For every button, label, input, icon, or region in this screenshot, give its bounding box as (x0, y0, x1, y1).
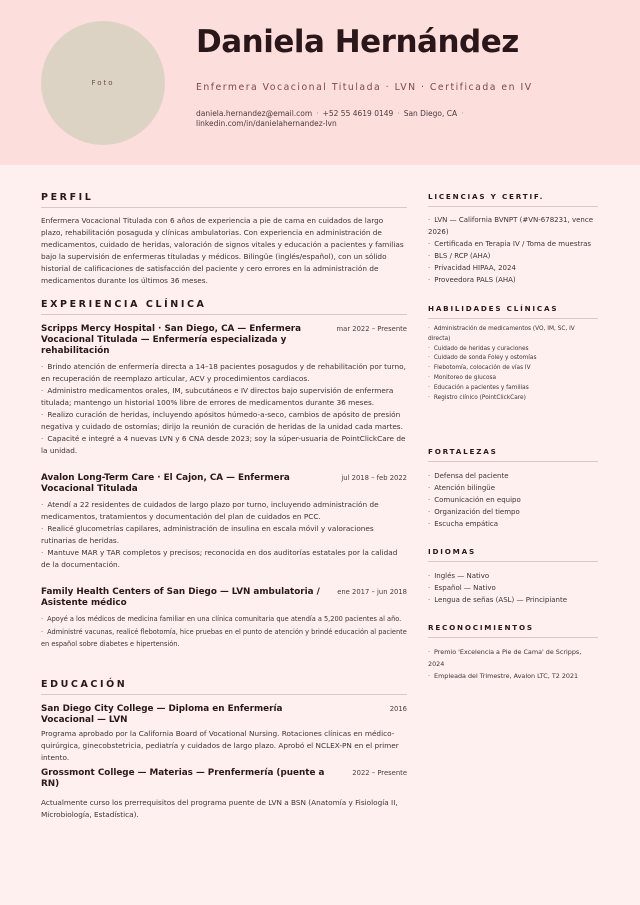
education-dates: 2022 – Presente (352, 768, 407, 777)
skill-item: · Flebotomía, colocación de vías IV (428, 364, 598, 374)
skills-section (428, 304, 598, 403)
education-section (41, 679, 407, 821)
contact-line (196, 109, 516, 129)
profile-section (41, 192, 407, 287)
profile-text: Enfermera Vocacional Titulada con 6 años de experiencia a pie de cama en cuidados de largo plazo, rehabilitación posaguda y clínicas ambulatorias. Con experiencia en administración de medicamentos, cuidado de heridas, valoración de signos vitales y educación a pacientes y familias bajo la supervisión de enfermeras tituladas y médicos. Bilingüe (inglés/español), con un sólido historial de calificaciones de satisfacción del paciente y cero errores en la administración de medicamentos durante los últimos 36 meses. (41, 216, 404, 285)
education-title: San Diego City College — Diploma en Enfermería Vocacional — LVN (41, 703, 283, 725)
licenses-section (428, 192, 598, 286)
job-bullet: · Apoyé a los médicos de medicina familiar en una clínica comunitaria que atendía a 5,200 pacientes al año. (41, 613, 407, 626)
header-band (0, 0, 640, 165)
job-bullet: · Mantuve MAR y TAR completos y precisos; reconocida en dos auditorías estatales por la calidad de la documentación. (41, 547, 407, 571)
skill-item: · Educación a pacientes y familias (428, 384, 598, 394)
license-item: · Certificada en Terapia IV / Toma de muestras (428, 238, 598, 250)
section-title-education: EDUCACIÓN (41, 679, 407, 695)
skill-item: · Registro clínico (PointClickCare) (428, 394, 598, 404)
job-entry (41, 473, 407, 571)
contact-email[interactable]: daniela.hernandez@email.com (196, 109, 313, 118)
languages-section (428, 547, 598, 606)
contact-separator: · (397, 109, 400, 118)
skill-item: · Cuidado de sonda Foley y ostomías (428, 354, 598, 364)
job-title: Family Health Centers of San Diego — LVN ambulatoria / Asistente médico (41, 587, 320, 608)
language-item: · Español — Nativo (428, 582, 598, 594)
education-dates: 2016 (389, 704, 407, 713)
candidate-subtitle: Enfermera Vocacional Titulada · LVN · Certificada en IV (196, 82, 533, 93)
language-item: · Lengua de señas (ASL) — Principiante (428, 594, 598, 606)
profile-photo-placeholder (41, 21, 165, 145)
award-item: · Empleada del Trimestre, Avalon LTC, T2 2021 (428, 670, 598, 682)
section-title-skills: HABILIDADES CLÍNICAS (428, 304, 598, 319)
section-title-awards: RECONOCIMIENTOS (428, 623, 598, 638)
strength-item: · Organización del tiempo (428, 506, 598, 518)
sidebar-column (428, 192, 598, 682)
section-title-licenses: LICENCIAS Y CERTIF. (428, 192, 598, 207)
section-title-profile: PERFIL (41, 192, 407, 208)
education-entry (41, 704, 407, 764)
job-title: Avalon Long-Term Care · El Cajon, CA — Enfermera Vocacional Titulada (41, 473, 290, 494)
job-bullet: · Atendí a 22 residentes de cuidados de largo plazo por turno, incluyendo administración de medicamentos, tratamientos y documentación del plan de cuidados en PCC. (41, 499, 407, 523)
contact-linkedin[interactable]: linkedin.com/in/danielahernandez-lvn (196, 119, 337, 128)
job-entry (41, 587, 407, 651)
job-dates: ene 2017 – jun 2018 (337, 588, 407, 596)
contact-separator: · (316, 109, 319, 118)
license-item: · Privacidad HIPAA, 2024 (428, 262, 598, 274)
experience-section (41, 299, 407, 651)
education-title: Grossmont College — Materias — Prenfermería (puente a RN) (41, 767, 325, 789)
contact-separator: · (461, 109, 464, 118)
photo-label: Foto (91, 79, 115, 87)
license-item: · LVN — California BVNPT (#VN-678231, vence 2026) (428, 214, 598, 238)
job-bullet: · Administré vacunas, realicé flebotomía, hice pruebas en el punto de atención y brindé educación al paciente en español sobre diabetes e hipertensión. (41, 626, 407, 651)
contact-phone[interactable]: +52 55 4619 0149 (322, 109, 394, 118)
job-bullet: · Capacité e integré a 4 nuevas LVN y 6 CNA desde 2023; soy la súper-usuaria de PointClickCare de la unidad. (41, 433, 407, 457)
job-bullet: · Realicé glucometrías capilares, administración de insulina en escala móvil y valoraciones rutinarias de heridas. (41, 523, 407, 547)
award-item: · Premio 'Excelencia a Pie de Cama' de Scripps, 2024 (428, 646, 598, 670)
skill-item: · Monitoreo de glucosa (428, 374, 598, 384)
job-dates: mar 2022 – Presente (336, 325, 407, 333)
education-text: Actualmente curso los prerrequisitos del programa puente de LVN a BSN (Anatomía y Fisiología II, Microbiología, Estadística). (41, 797, 398, 819)
skill-item: · Cuidado de heridas y curaciones (428, 345, 598, 355)
job-bullet: · Brindo atención de enfermería directa a 14–18 pacientes posagudos y de rehabilitación por turno, en recuperación de reemplazo articular, ACV y procedimientos cardiacos. (41, 361, 407, 385)
strengths-section (428, 447, 598, 530)
skill-item: · Administración de medicamentos (VO, IM, SC, IV directa) (428, 325, 598, 345)
education-text: Programa aprobado por la California Board of Vocational Nursing. Rotaciones clínicas en médico-quirúrgica, ginecobstetricia, pediatría y cuidados de largo plazo. Aprobó el NCLEX-PN en el primer intento. (41, 728, 399, 762)
license-item: · Proveedora PALS (AHA) (428, 274, 598, 286)
section-title-strengths: FORTALEZAS (428, 447, 598, 462)
strength-item: · Escucha empática (428, 518, 598, 530)
job-dates: jul 2018 – feb 2022 (341, 474, 407, 482)
job-title: Scripps Mercy Hospital · San Diego, CA — Enfermera Vocacional Titulada — Enfermería especializada y rehabilitación (41, 324, 302, 356)
language-item: · Inglés — Nativo (428, 570, 598, 582)
candidate-name: Daniela Hernández (196, 24, 519, 60)
education-entry (41, 768, 407, 821)
strength-item: · Atención bilingüe (428, 482, 598, 494)
job-bullet: · Administro medicamentos orales, IM, subcutáneos e IV directos bajo supervisión de enfermera titulada; mantengo un historial 100% libre de errores de medicamentos durante 36 meses. (41, 385, 407, 409)
strength-item: · Defensa del paciente (428, 470, 598, 482)
contact-location: San Diego, CA (403, 109, 458, 118)
job-entry (41, 324, 407, 457)
awards-section (428, 623, 598, 682)
license-item: · BLS / RCP (AHA) (428, 250, 598, 262)
section-title-languages: IDIOMAS (428, 547, 598, 562)
main-column (41, 192, 407, 821)
job-bullet: · Realizo curación de heridas, incluyendo apósitos húmedo-a-seco, cambios de apósito de presión negativa y cuidado de ostomías; dirijo la reunión de curación de heridas de la unidad cada martes. (41, 409, 407, 433)
section-title-experience: EXPERIENCIA CLÍNICA (41, 299, 407, 315)
strength-item: · Comunicación en equipo (428, 494, 598, 506)
